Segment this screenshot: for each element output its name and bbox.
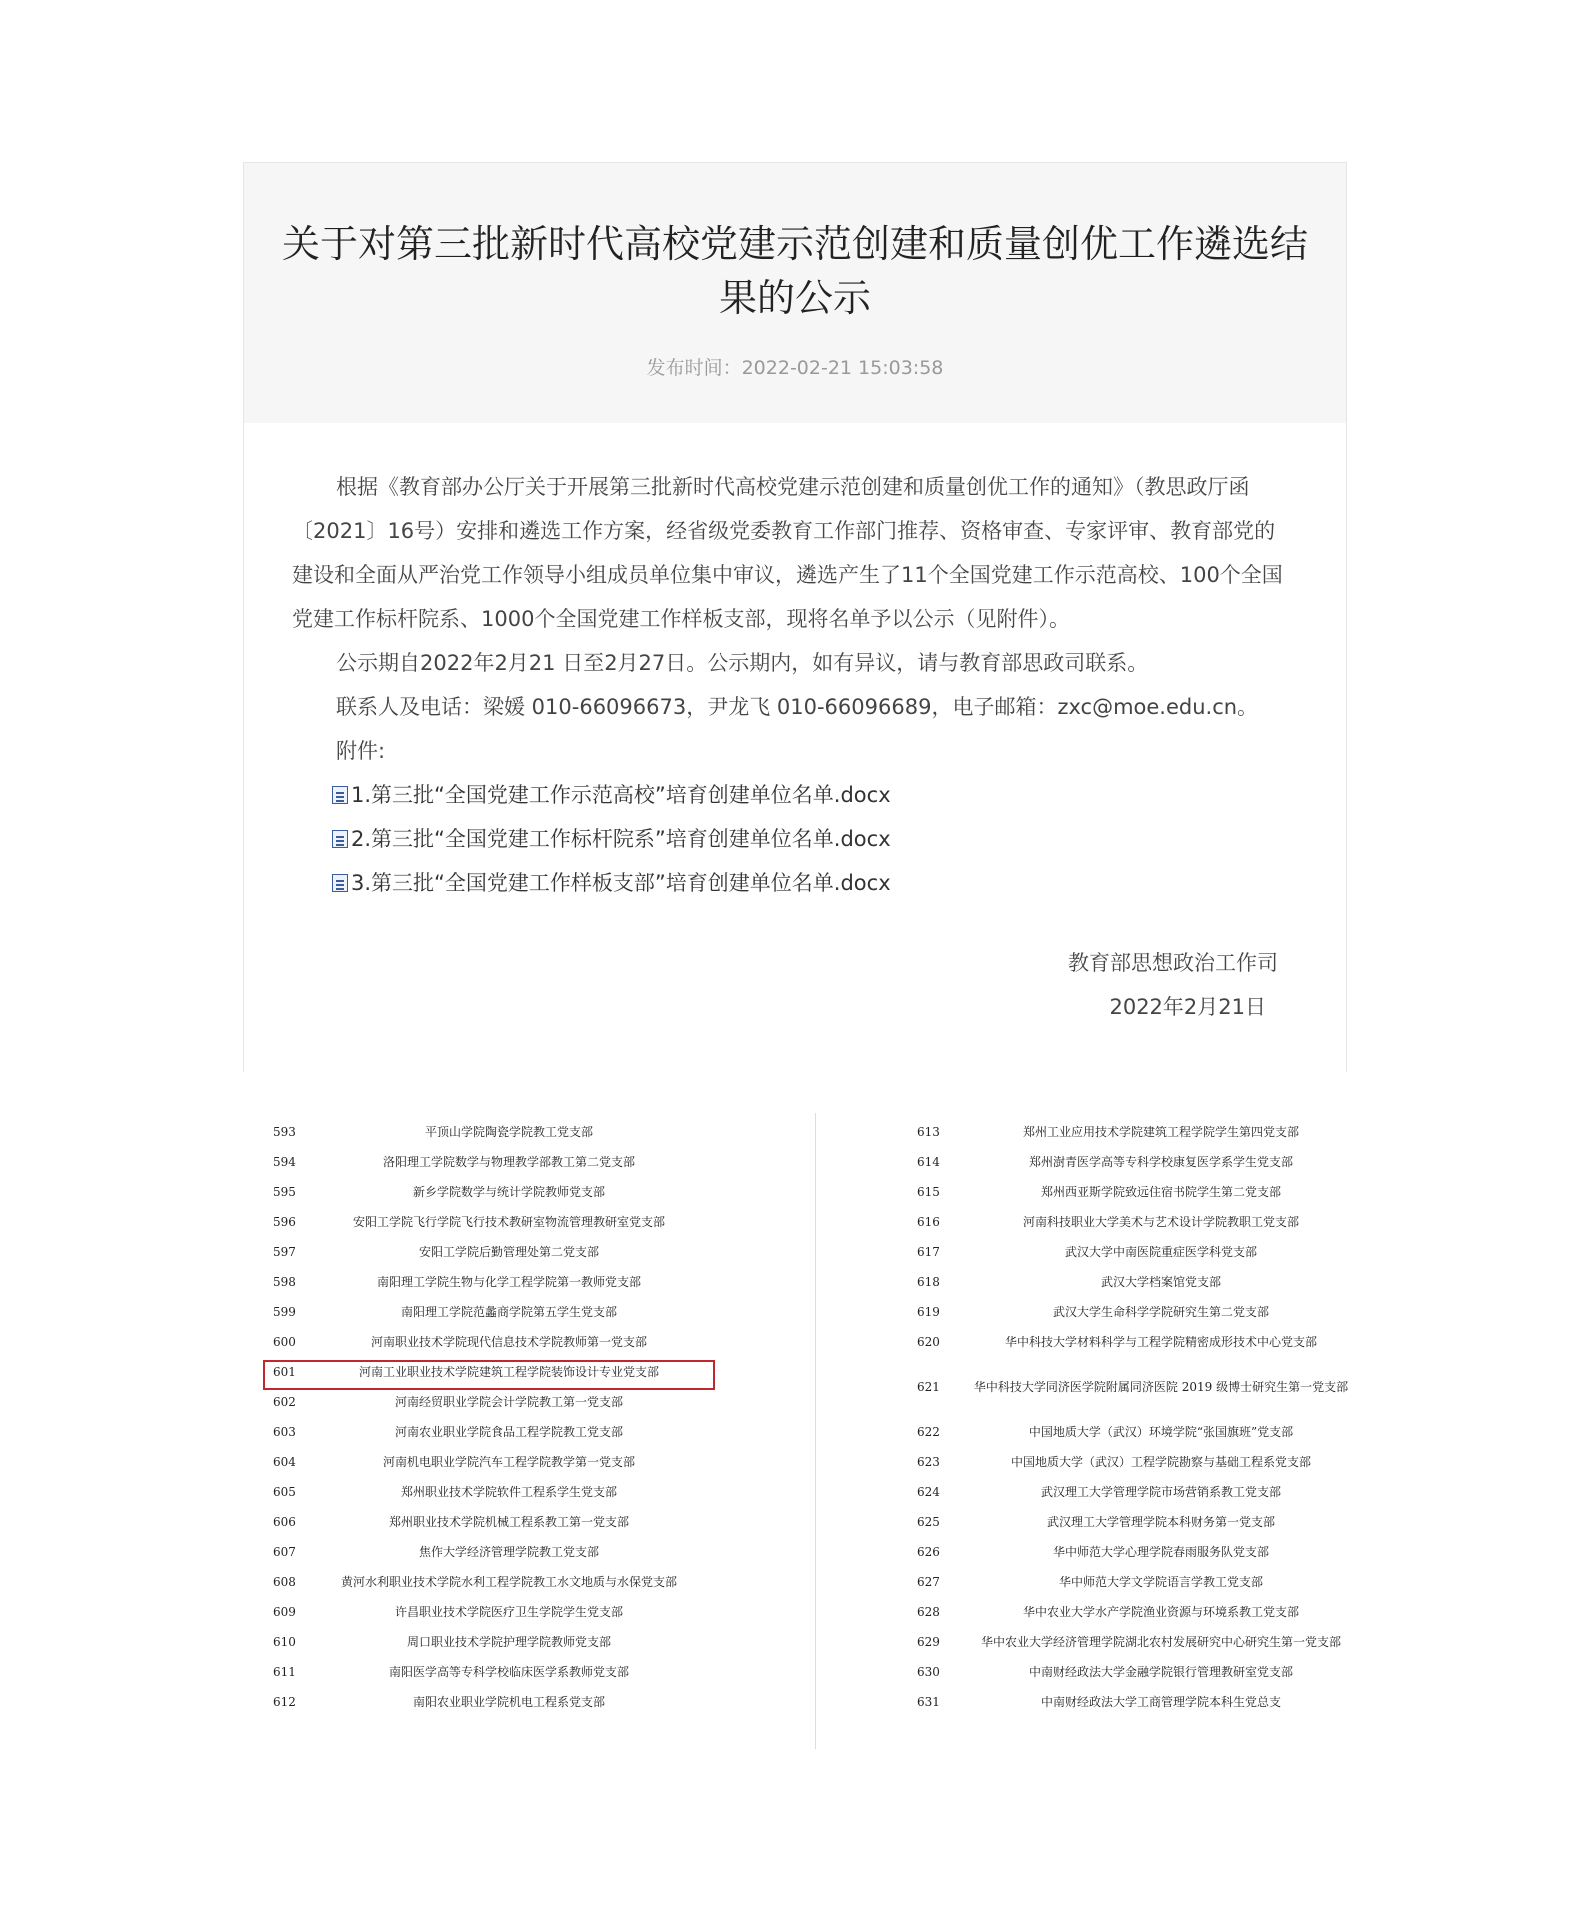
row-name: 郑州澍青医学高等专科学校康复医学系学生党支部 [1028, 1155, 1293, 1169]
list-row [905, 1657, 1375, 1687]
row-number: 598 [273, 1275, 296, 1289]
row-number: 617 [917, 1245, 940, 1259]
word-doc-icon [332, 874, 348, 892]
list-row [905, 1147, 1375, 1177]
row-name: 平顶山学院陶瓷学院教工党支部 [424, 1125, 593, 1139]
row-number: 613 [917, 1125, 940, 1139]
list-row [255, 1687, 715, 1717]
row-number: 600 [273, 1335, 296, 1349]
row-number: 597 [273, 1245, 296, 1259]
list-row [255, 1627, 715, 1657]
row-number: 603 [273, 1425, 296, 1439]
list-row [905, 1177, 1375, 1207]
row-number: 601 [273, 1365, 296, 1379]
list-row [905, 1687, 1375, 1717]
row-name: 许昌职业技术学院医疗卫生学院学生党支部 [394, 1605, 623, 1619]
row-name: 华中科技大学材料科学与工程学院精密成形技术中心党支部 [1004, 1335, 1317, 1349]
row-name: 中南财经政法大学工商管理学院本科生党总支 [1040, 1695, 1281, 1709]
attachment-link-2[interactable] [332, 817, 1286, 861]
row-name: 焦作大学经济管理学院教工党支部 [418, 1545, 599, 1559]
row-number: 619 [917, 1305, 940, 1319]
paragraph-period: 公示期自2022年2月21 日至2月27日。公示期内，如有异议，请与教育部思政司联系。 [336, 651, 1149, 675]
row-number: 627 [917, 1575, 940, 1589]
attachment-name: 3.第三批“全国党建工作样板支部”培育创建单位名单.docx [351, 871, 891, 895]
row-name: 河南工业职业技术学院建筑工程学院装饰设计专业党支部 [358, 1365, 659, 1379]
row-number: 624 [917, 1485, 940, 1499]
list-row [255, 1327, 715, 1357]
row-name: 河南经贸职业学院会计学院教工第一党支部 [394, 1395, 623, 1409]
list-column-right [905, 1117, 1375, 1717]
row-number: 593 [273, 1125, 296, 1139]
row-number: 629 [917, 1635, 940, 1649]
notice-card [243, 162, 1347, 1072]
list-row [905, 1207, 1375, 1237]
list-row [905, 1297, 1375, 1327]
row-number: 610 [273, 1635, 296, 1649]
row-number: 621 [917, 1380, 940, 1394]
row-name: 郑州职业技术学院软件工程系学生党支部 [400, 1485, 617, 1499]
row-name: 新乡学院数学与统计学院教师党支部 [412, 1185, 605, 1199]
row-number: 611 [273, 1665, 296, 1679]
list-row [905, 1507, 1375, 1537]
row-name: 南阳理工学院生物与化学工程学院第一教师党支部 [376, 1275, 641, 1289]
list-row [905, 1447, 1375, 1477]
publish-time: 发布时间：2022-02-21 15:03:58 [646, 357, 944, 379]
list-row-highlighted [255, 1357, 715, 1387]
row-name: 中国地质大学（武汉）工程学院勘察与基础工程系党支部 [1010, 1455, 1311, 1469]
word-doc-icon [332, 830, 348, 848]
column-divider [815, 1113, 816, 1749]
list-row [255, 1537, 715, 1567]
attachments-label: 附件: [336, 739, 386, 763]
row-name: 河南科技职业大学美术与艺术设计学院教职工党支部 [1022, 1215, 1299, 1229]
row-number: 605 [273, 1485, 296, 1499]
row-number: 594 [273, 1155, 296, 1169]
row-name: 安阳工学院后勤管理处第二党支部 [418, 1245, 599, 1259]
branch-list [255, 1117, 1375, 1757]
list-row [255, 1477, 715, 1507]
row-name: 中国地质大学（武汉）环境学院“张国旗班”党支部 [1028, 1425, 1294, 1439]
notice-title: 关于对第三批新时代高校党建示范创建和质量创优工作遴选结果的公示 [281, 222, 1308, 320]
list-row [905, 1237, 1375, 1267]
row-name: 华中农业大学水产学院渔业资源与环境系教工党支部 [1022, 1605, 1299, 1619]
row-name: 中南财经政法大学金融学院银行管理教研室党支部 [1028, 1665, 1293, 1679]
row-name: 武汉理工大学管理学院本科财务第一党支部 [1046, 1515, 1275, 1529]
row-number: 622 [917, 1425, 940, 1439]
row-name: 洛阳理工学院数学与物理教学部教工第二党支部 [382, 1155, 635, 1169]
list-row [905, 1477, 1375, 1507]
list-row [255, 1207, 715, 1237]
list-row [905, 1417, 1375, 1447]
row-name: 华中农业大学经济管理学院湖北农村发展研究中心研究生第一党支部 [980, 1635, 1341, 1649]
row-number: 630 [917, 1665, 940, 1679]
notice-header [244, 163, 1346, 423]
list-row [905, 1567, 1375, 1597]
list-column-left [255, 1117, 715, 1717]
signature: 教育部思想政治工作司 [1068, 951, 1278, 975]
list-row [255, 1267, 715, 1297]
row-number: 614 [917, 1155, 940, 1169]
row-number: 626 [917, 1545, 940, 1559]
list-row [255, 1657, 715, 1687]
list-row [905, 1117, 1375, 1147]
list-row [255, 1597, 715, 1627]
list-row [905, 1357, 1375, 1417]
attachment-link-3[interactable] [332, 861, 1286, 905]
row-number: 608 [273, 1575, 296, 1589]
row-number: 607 [273, 1545, 296, 1559]
row-name: 郑州西亚斯学院致远住宿书院学生第二党支部 [1040, 1185, 1281, 1199]
row-number: 599 [273, 1305, 296, 1319]
row-number: 606 [273, 1515, 296, 1529]
row-number: 602 [273, 1395, 296, 1409]
list-row [255, 1417, 715, 1447]
attachment-link-1[interactable] [332, 773, 1286, 817]
list-row [255, 1237, 715, 1267]
row-name: 华中师范大学心理学院春雨服务队党支部 [1052, 1545, 1269, 1559]
list-row [905, 1327, 1375, 1357]
row-name: 武汉大学生命科学学院研究生第二党支部 [1052, 1305, 1269, 1319]
list-row [255, 1177, 715, 1207]
row-name: 华中师范大学文学院语言学教工党支部 [1058, 1575, 1263, 1589]
paragraph-contact: 联系人及电话：梁媛 010-66096673，尹龙飞 010-66096689，电子邮箱：zxc@moe.edu.cn。 [336, 695, 1259, 719]
signature-date: 2022年2月21日 [1109, 995, 1266, 1019]
list-row [255, 1147, 715, 1177]
list-row [905, 1627, 1375, 1657]
row-number: 615 [917, 1185, 940, 1199]
row-number: 631 [917, 1695, 940, 1709]
list-row [905, 1537, 1375, 1567]
row-name: 郑州工业应用技术学院建筑工程学院学生第四党支部 [1022, 1125, 1299, 1139]
list-row [255, 1117, 715, 1147]
list-row [255, 1297, 715, 1327]
row-number: 612 [273, 1695, 296, 1709]
paragraph-intro: 根据《教育部办公厅关于开展第三批新时代高校党建示范创建和质量创优工作的通知》（教思政厅函〔2021〕16号）安排和遴选工作方案，经省级党委教育工作部门推荐、资格审查、专家评审、教育部党的建设和全面从严治党工作领导小组成员单位集中审议，遴选产生了11个全国党建工作示范高校、100个全国党建工作标杆院系、1000个全国党建工作样板支部，现将名单予以公示（见附件）。 [292, 475, 1283, 631]
row-number: 604 [273, 1455, 296, 1469]
list-row [905, 1597, 1375, 1627]
row-name: 南阳农业职业学院机电工程系党支部 [412, 1695, 605, 1709]
row-number: 596 [273, 1215, 296, 1229]
row-number: 618 [917, 1275, 940, 1289]
list-row [905, 1267, 1375, 1297]
row-number: 620 [917, 1335, 940, 1349]
row-name: 河南机电职业学院汽车工程学院教学第一党支部 [382, 1455, 635, 1469]
notice-body [244, 423, 1346, 1029]
row-name: 河南职业技术学院现代信息技术学院教师第一党支部 [370, 1335, 647, 1349]
row-name: 武汉大学档案馆党支部 [1100, 1275, 1221, 1289]
row-number: 616 [917, 1215, 940, 1229]
list-row [255, 1387, 715, 1417]
row-number: 623 [917, 1455, 940, 1469]
row-name: 武汉大学中南医院重症医学科党支部 [1064, 1245, 1257, 1259]
row-name: 安阳工学院飞行学院飞行技术教研室物流管理教研室党支部 [352, 1215, 665, 1229]
row-number: 625 [917, 1515, 940, 1529]
list-row [255, 1567, 715, 1597]
row-number: 628 [917, 1605, 940, 1619]
row-number: 609 [273, 1605, 296, 1619]
row-name: 郑州职业技术学院机械工程系教工第一党支部 [388, 1515, 629, 1529]
attachment-name: 1.第三批“全国党建工作示范高校”培育创建单位名单.docx [351, 783, 891, 807]
row-name: 黄河水利职业技术学院水利工程学院教工水文地质与水保党支部 [340, 1575, 677, 1589]
row-name: 南阳医学高等专科学校临床医学系教师党支部 [388, 1665, 629, 1679]
list-row [255, 1447, 715, 1477]
row-name: 周口职业技术学院护理学院教师党支部 [406, 1635, 611, 1649]
row-name: 河南农业职业学院食品工程学院教工党支部 [394, 1425, 623, 1439]
row-name: 南阳理工学院范蠡商学院第五学生党支部 [400, 1305, 617, 1319]
row-number: 595 [273, 1185, 296, 1199]
row-name: 华中科技大学同济医学院附属同济医院 2019 级博士研究生第一党支部 [973, 1380, 1349, 1394]
row-name: 武汉理工大学管理学院市场营销系教工党支部 [1040, 1485, 1281, 1499]
attachment-name: 2.第三批“全国党建工作标杆院系”培育创建单位名单.docx [351, 827, 891, 851]
list-row [255, 1507, 715, 1537]
word-doc-icon [332, 786, 348, 804]
